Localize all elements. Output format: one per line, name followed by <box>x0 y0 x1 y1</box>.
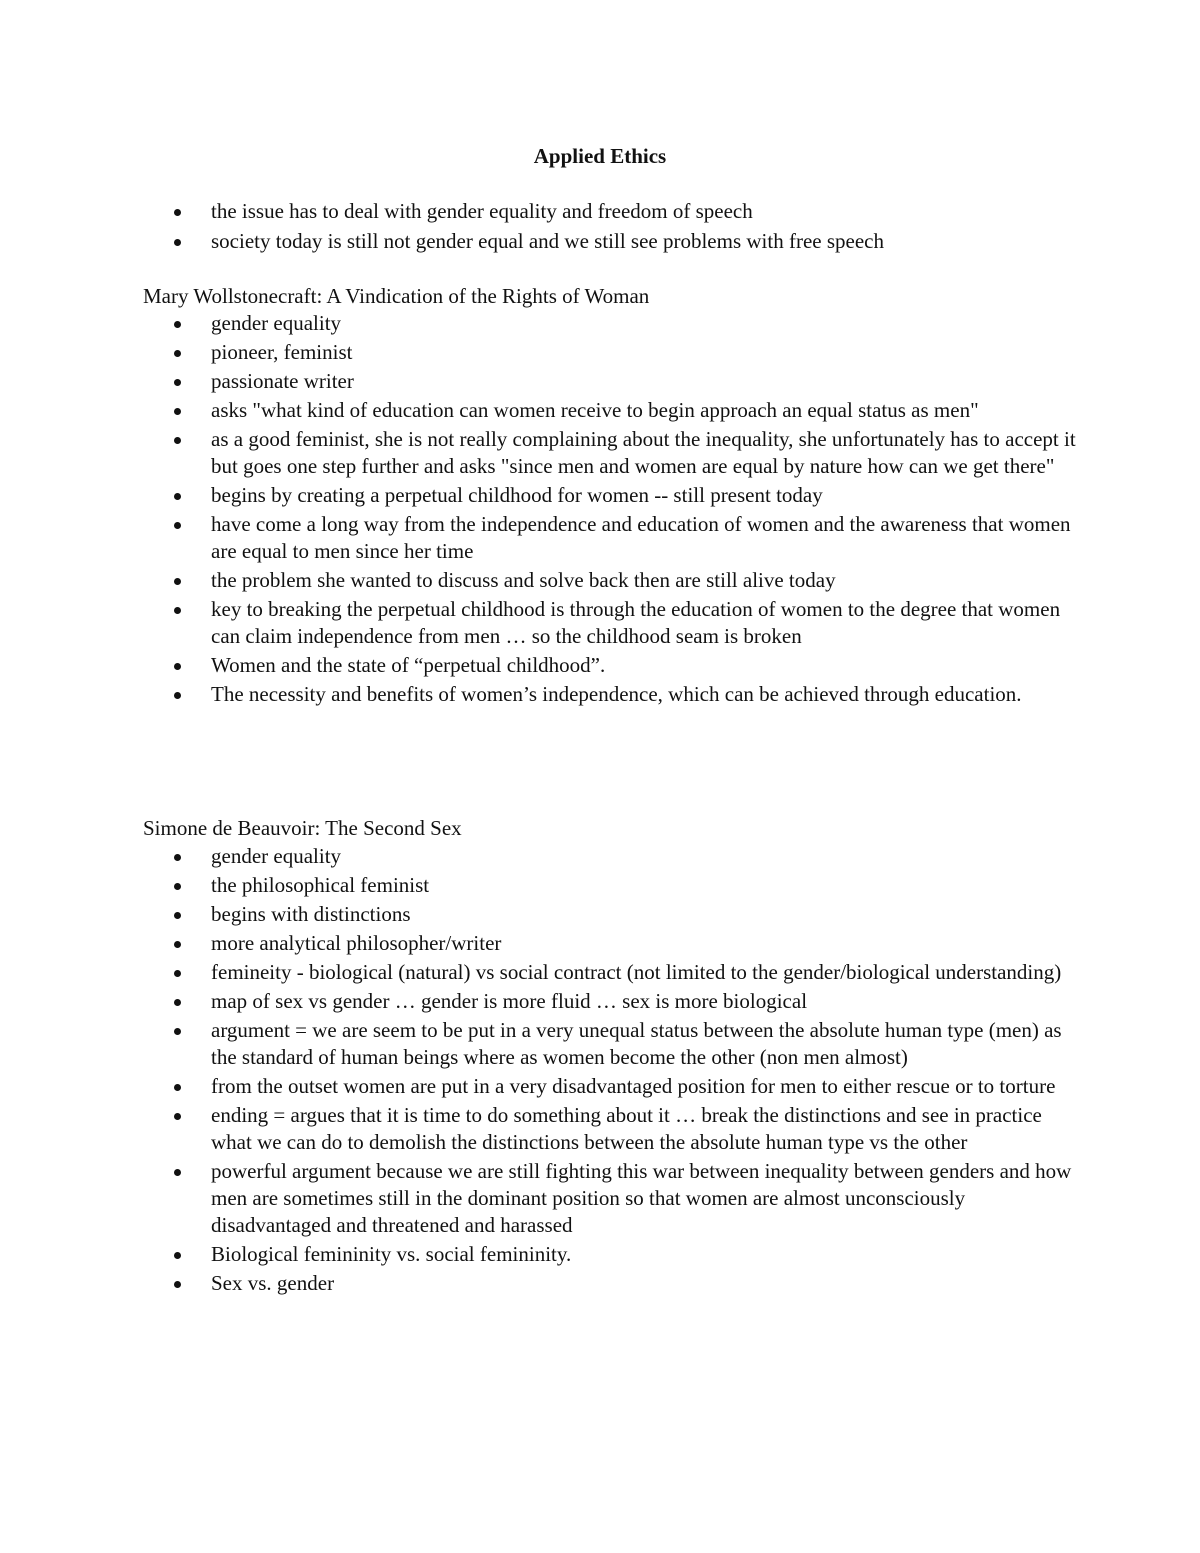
bullet-icon <box>174 321 181 328</box>
page-title: Applied Ethics <box>533 144 667 168</box>
section-heading-wollstonecraft: Mary Wollstonecraft: A Vindication of the Rights of Woman <box>143 284 650 308</box>
bullet-icon <box>174 209 181 216</box>
bullet-icon <box>174 1169 181 1176</box>
bullet-icon <box>174 883 181 890</box>
bullet-icon <box>174 999 181 1006</box>
bullet-icon <box>174 607 181 614</box>
list-item <box>0 1102 1076 1156</box>
list-item-text: the issue has to deal with gender equality and freedom of speech <box>211 199 753 223</box>
list-item <box>0 872 1076 899</box>
bullet-icon <box>174 1281 181 1288</box>
list-item-text: Sex vs. gender <box>211 1271 335 1295</box>
list-item <box>0 198 1076 225</box>
bullet-icon <box>174 854 181 861</box>
list-item <box>0 901 1076 928</box>
bullet-icon <box>174 379 181 386</box>
list-item-text: the philosophical feminist <box>211 873 430 897</box>
list-item <box>0 567 1076 594</box>
list-item <box>0 959 1076 986</box>
list-item-text: begins by creating a perpetual childhood for women -- still present today <box>211 483 823 507</box>
bullet-icon <box>174 578 181 585</box>
list-item <box>0 1073 1076 1100</box>
list-item-text: key to breaking the perpetual childhood is through the education of women to the degree that women can claim independence from men … so the childhood seam is broken <box>211 597 1061 648</box>
intro-bullet-list <box>0 198 1200 258</box>
list-item-text: as a good feminist, she is not really complaining about the inequality, she unfortunately has to accept it but goes one step further and asks "since men and women are equal by nature how can we get there" <box>211 427 1076 478</box>
list-item-text: powerful argument because we are still fighting this war between inequality between genders and how men are sometimes still in the dominant position so that women are almost unconsciously disadvantaged and threatened and harassed <box>211 1159 1072 1237</box>
list-item <box>0 1270 1076 1297</box>
list-item <box>0 652 1076 679</box>
list-item-text: map of sex vs gender … gender is more fluid … sex is more biological <box>211 989 808 1013</box>
wollstonecraft-bullet-list <box>0 310 1200 710</box>
list-item <box>0 426 1076 480</box>
list-item-text: Women and the state of “perpetual childhood”. <box>211 653 606 677</box>
list-item <box>0 310 1076 337</box>
list-item-text: gender equality <box>211 311 342 335</box>
bullet-icon <box>174 692 181 699</box>
bullet-icon <box>174 912 181 919</box>
list-item-text: gender equality <box>211 844 342 868</box>
list-item-text: asks "what kind of education can women receive to begin approach an equal status as men" <box>211 398 979 422</box>
list-item <box>0 511 1076 565</box>
bullet-icon <box>174 1252 181 1259</box>
bullet-icon <box>174 437 181 444</box>
list-item-text: society today is still not gender equal and we still see problems with free speech <box>211 229 884 253</box>
bullet-icon <box>174 1084 181 1091</box>
bullet-icon <box>174 663 181 670</box>
list-item-text: femineity - biological (natural) vs social contract (not limited to the gender/biological understanding) <box>211 960 1062 984</box>
list-item <box>0 988 1076 1015</box>
list-item-text: passionate writer <box>211 369 354 393</box>
bullet-icon <box>174 970 181 977</box>
list-item-text: The necessity and benefits of women’s independence, which can be achieved through education. <box>211 682 1022 706</box>
list-item-text: the problem she wanted to discuss and solve back then are still alive today <box>211 568 836 592</box>
list-item <box>0 482 1076 509</box>
bullet-icon <box>174 1113 181 1120</box>
bullet-icon <box>174 522 181 529</box>
list-item <box>0 1158 1076 1239</box>
bullet-icon <box>174 493 181 500</box>
list-item-text: Biological femininity vs. social femininity. <box>211 1242 572 1266</box>
list-item-text: ending = argues that it is time to do something about it … break the distinctions and see in practice what we can do to demolish the distinctions between the absolute human type vs the other <box>211 1103 1042 1154</box>
list-item-text: from the outset women are put in a very disadvantaged position for men to either rescue or to torture <box>211 1074 1056 1098</box>
list-item-text: have come a long way from the independence and education of women and the awareness that women are equal to men since her time <box>211 512 1071 563</box>
list-item <box>0 1017 1076 1071</box>
bullet-icon <box>174 350 181 357</box>
list-item <box>0 339 1076 366</box>
beauvoir-bullet-list <box>0 843 1200 1299</box>
list-item <box>0 930 1076 957</box>
section-heading-beauvoir: Simone de Beauvoir: The Second Sex <box>143 816 462 840</box>
bullet-icon <box>174 941 181 948</box>
list-item <box>0 843 1076 870</box>
list-item <box>0 228 1076 255</box>
bullet-icon <box>174 408 181 415</box>
bullet-icon <box>174 1028 181 1035</box>
list-item <box>0 596 1076 650</box>
list-item-text: pioneer, feminist <box>211 340 353 364</box>
list-item <box>0 1241 1076 1268</box>
list-item-text: more analytical philosopher/writer <box>211 931 502 955</box>
list-item <box>0 681 1076 708</box>
list-item <box>0 397 1076 424</box>
list-item-text: argument = we are seem to be put in a very unequal status between the absolute human type (men) as the standard of human beings where as women become the other (non men almost) <box>211 1018 1062 1069</box>
list-item-text: begins with distinctions <box>211 902 411 926</box>
bullet-icon <box>174 239 181 246</box>
list-item <box>0 368 1076 395</box>
